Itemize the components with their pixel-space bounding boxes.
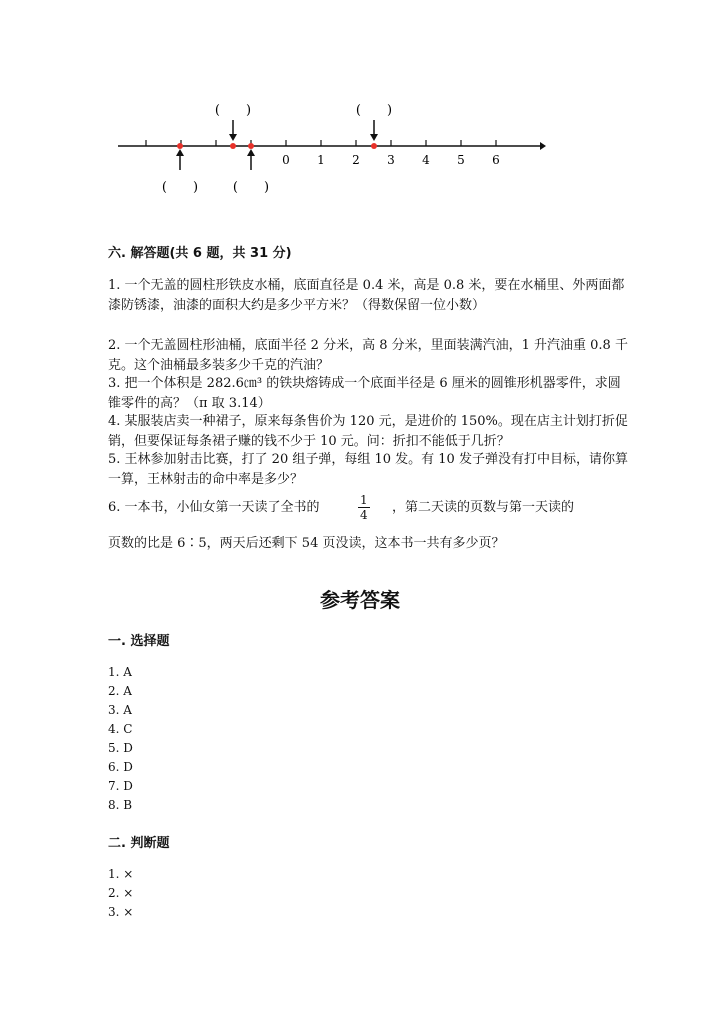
question-text: 3. 把一个体积是 282.6㎝³ 的铁块熔铸成一个底面半径是 6 厘米的圆锥形机器零件，求圆锥零件的高？（π 取 3.14） [108,376,621,411]
tick-label: 3 [387,153,395,167]
tick-label: 0 [282,153,290,167]
number-line-figure [100,90,560,210]
answer-item: 2. A [108,684,132,698]
up-arrow-head-icon [176,149,184,156]
answer-key-title: 参考答案 [320,588,400,612]
up-arrow-head-icon [247,149,255,156]
question-text: 6. 一本书，小仙女第一天读了全书的 [108,500,320,515]
answer-item: 5. D [108,741,133,755]
question-text: 页数的比是 6∶5，两天后还剩下 54 页没读，这本书一共有多少页？ [108,536,505,551]
tick-label: 4 [422,153,430,167]
answers-section-1-list [108,663,133,815]
question-6-line-1b [392,498,632,518]
question-4 [108,412,628,452]
answers-section-2-title: 二. 判断题 [108,836,170,851]
tick-label: 2 [352,153,360,167]
point-b [230,143,236,149]
question-text: 2. 一个无盖圆柱形油桶，底面半径 2 分米，高 8 分米，里面装满汽油，1 升汽油重 0.8 千克。这个油桶最多装多少千克的汽油？ [108,338,628,373]
axis-arrow-icon [540,142,546,150]
answer-blank: ( ) [355,103,393,118]
question-6-line-2 [108,534,628,554]
answer-item: 8. B [108,798,133,812]
answer-blank: ( ) [214,103,252,118]
question-text: 5. 王林参加射击比赛，打了 20 组子弹，每组 10 发。有 10 发子弹没有打中目标，请你算一算，王林射击的命中率是多少？ [108,452,628,487]
question-text: 4. 某服装店卖一种裙子，原来每条售价为 120 元，是进价的 150%。现在店主计划打折促销，但要保证每条裙子赚的钱不少于 10 元。问：折扣不能低于几折？ [108,414,628,449]
answers-section-1-title: 一. 选择题 [108,634,170,649]
answer-item: 4. C [108,722,133,736]
question-5 [108,450,628,490]
answer-item: 6. D [108,760,133,774]
question-text: ，第二天读的页数与第一天读的 [392,500,575,515]
answer-item: 3. × [108,905,134,919]
section-6-title: 六. 解答题(共 6 题，共 31 分) [108,246,292,261]
answer-item: 3. A [108,703,132,717]
point-c [248,143,254,149]
down-arrow-head-icon [370,134,378,141]
answer-item: 7. D [108,779,133,793]
answer-blank: ( ) [161,180,199,195]
question-3 [108,374,628,414]
down-arrow-head-icon [229,134,237,141]
question-2 [108,336,628,376]
question-1 [108,276,628,316]
tick-label: 5 [457,153,465,167]
answers-section-2-list [108,865,133,922]
tick-label: 1 [317,153,325,167]
fraction-numerator: 1 [360,493,368,507]
point-d [371,143,377,149]
fraction-one-quarter [358,493,370,522]
question-text: 1. 一个无盖的圆柱形铁皮水桶，底面直径是 0.4 米，高是 0.8 米，要在水桶里、外两面都漆防锈漆，油漆的面积大约是多少平方米？（得数保留一位小数） [108,278,625,313]
answer-item: 2. × [108,886,134,900]
answer-item: 1. × [108,867,134,881]
answer-blank: ( ) [232,180,270,195]
point-a [177,143,183,149]
fraction-denominator: 4 [360,508,368,522]
tick-label: 6 [492,153,500,167]
answer-item: 1. A [108,665,132,679]
